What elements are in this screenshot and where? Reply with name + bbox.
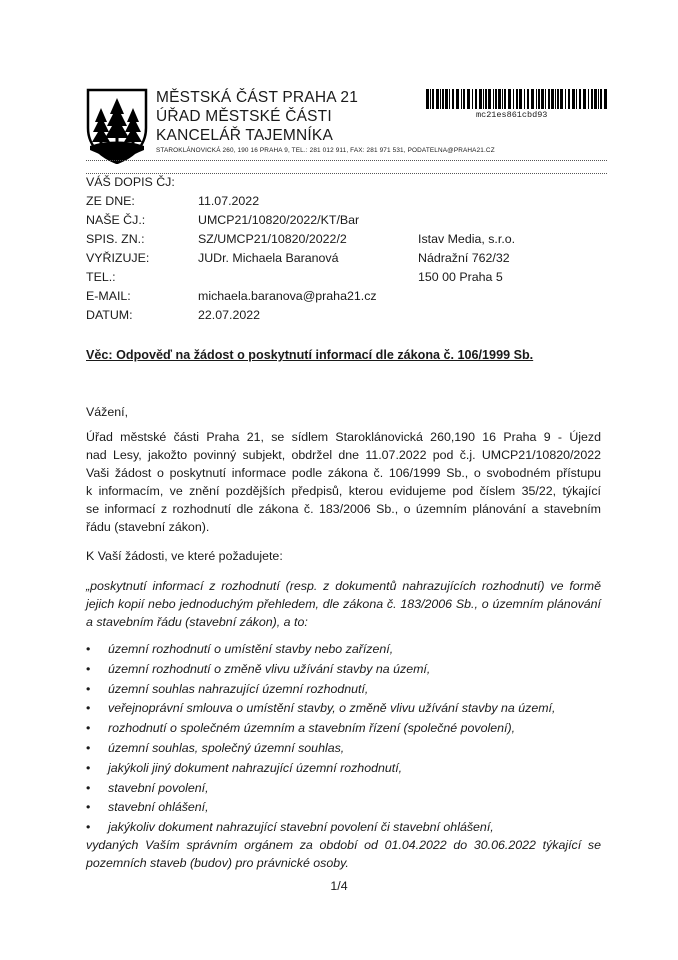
barcode-bar (579, 89, 581, 109)
barcode-bar (600, 89, 602, 109)
barcode-bar (557, 89, 559, 109)
reference-value: 11.07.2022 (198, 194, 260, 208)
bullet-icon: • (86, 760, 91, 775)
barcode-bar (485, 89, 487, 109)
list-item (86, 719, 555, 739)
barcode-bar (432, 89, 434, 109)
barcode-bar (572, 89, 575, 109)
barcode-bar (456, 89, 459, 109)
list-item (86, 660, 555, 680)
reference-label: E-MAIL: (86, 289, 131, 303)
barcode-bar (430, 89, 431, 109)
closing-line: pozemních staveb (budov) pro právnické osoby. (86, 856, 349, 870)
quote-line: a stavebním řádu (stavební zákon), a to: (86, 615, 308, 629)
request-intro: K Vaší žádosti, ve které požadujete: (86, 549, 283, 563)
paragraph-line: Úřad městské části Praha 21, se sídlem Staroklánovická 260,190 16 Praha 9 - Újezd (86, 430, 601, 444)
barcode-bar (513, 89, 514, 109)
reference-value: UMCP21/10820/2022/KT/Bar (198, 213, 360, 227)
reference-label: ZE DNE: (86, 194, 135, 208)
list-item (86, 739, 555, 759)
barcode-bar (588, 89, 589, 109)
paragraph-line: se informací z rozhodnutí dle zákona č. 183/2006 Sb., o územním plánování a stavebním (86, 502, 601, 516)
quote-line: jejich kopií nebo jednoduchým přehledem, dle zákona č. 183/2006 Sb., o územním plánování (86, 597, 601, 611)
paragraph-line: nad Lesy, jakožto povinný subjekt, obdržel dne 11.07.2022 pod č.j. UMCP21/10820/2022 (86, 448, 601, 462)
list-item-text: jakýkoli jiný dokument nahrazující územní rozhodnutí, (108, 760, 403, 775)
bullet-icon: • (86, 642, 91, 656)
barcode-bar (445, 89, 448, 109)
barcode-bar (524, 89, 525, 109)
barcode-bar (440, 89, 441, 109)
barcode-bar (527, 89, 529, 109)
barcode-bar (461, 89, 462, 109)
barcode-bar (531, 89, 534, 109)
barcode (426, 89, 609, 109)
office-address: STAROKLÁNOVICKÁ 260, 190 16 PRAHA 9, TEL.: 281 012 911, FAX: 281 971 531, PODATELNA@PRAHA21.CZ (156, 147, 495, 154)
recipient-line: 150 00 Praha 5 (418, 270, 503, 284)
bullet-icon: • (86, 721, 91, 736)
quote-line: „poskytnutí informací z rozhodnutí (resp. z dokumentů nahrazujících rozhodnutí) ve formě (86, 579, 601, 593)
paragraph-line: řádu (stavební zákon). (86, 520, 210, 534)
list-item (86, 818, 555, 838)
list-item-text: územní rozhodnutí o změně vlivu užívání stavby na území, (108, 661, 431, 676)
bullet-icon: • (86, 740, 91, 755)
barcode-bar (475, 89, 477, 109)
bullet-icon: • (86, 780, 91, 795)
barcode-bar (604, 89, 607, 109)
barcode-bar (467, 89, 470, 109)
list-item-text: veřejnoprávní smlouva o umístění stavby, o změně vlivu užívání stavby na území, (108, 701, 556, 716)
barcode-bar (565, 89, 566, 109)
request-closing (86, 836, 601, 872)
barcode-bar (519, 89, 522, 109)
list-item (86, 779, 555, 799)
barcode-bar (551, 89, 554, 109)
reference-value: JUDr. Michaela Baranová (198, 251, 339, 265)
list-item-text: územní souhlas nahrazující územní rozhodnutí, (108, 681, 369, 696)
page-number: 1/4 (330, 879, 348, 893)
barcode-bar (536, 89, 537, 109)
reference-label: VYŘIZUJE: (86, 251, 150, 265)
barcode-bar (598, 89, 599, 109)
bullet-icon: • (86, 701, 91, 716)
barcode-bar (504, 89, 506, 109)
barcode-bar (555, 89, 556, 109)
letter-subject: Věc: Odpověď na žádost o poskytnutí informací dle zákona č. 106/1999 Sb. (86, 348, 534, 362)
paragraph-intro (86, 428, 601, 536)
list-item-text: jakýkoliv dokument nahrazující stavební povolení či stavební ohlášení, (108, 820, 494, 835)
paragraph-line: k informacím, ve znění pozdějších předpisů, kterou evidujeme pod číslem 35/22, týkající (86, 484, 601, 498)
reference-label: TEL.: (86, 270, 116, 284)
barcode-bar (472, 89, 473, 109)
bullet-icon: • (86, 661, 91, 676)
barcode-bar (516, 89, 518, 109)
list-item (86, 680, 555, 700)
list-item-text: územní souhlas, společný územní souhlas, (108, 740, 345, 755)
barcode-bar (545, 89, 546, 109)
greeting: Vážení, (86, 405, 129, 419)
reference-value: SZ/UMCP21/10820/2022/2 (198, 232, 347, 246)
barcode-bar (488, 89, 491, 109)
barcode-bar (495, 89, 497, 109)
reference-label: SPIS. ZN.: (86, 232, 145, 246)
office-line-1: MĚSTSKÁ ČÁST PRAHA 21 (156, 89, 359, 106)
coat-of-arms-logo (86, 88, 148, 164)
barcode-bar (576, 89, 577, 109)
barcode-bar (502, 89, 503, 109)
barcode-bar (498, 89, 501, 109)
barcode-bar (479, 89, 482, 109)
barcode-bar (463, 89, 465, 109)
list-item-text: stavební ohlášení, (108, 800, 209, 815)
barcode-bar (449, 89, 450, 109)
recipient-address (418, 230, 515, 287)
office-name (156, 88, 358, 145)
reference-value: 22.07.2022 (198, 308, 261, 322)
office-line-3: KANCELÁŘ TAJEMNÍKA (156, 127, 334, 144)
bullet-icon: • (86, 820, 91, 835)
barcode-text: mc21es861cbd93 (476, 110, 548, 120)
reference-label: VÁŠ DOPIS ČJ: (86, 175, 175, 189)
list-item (86, 798, 555, 818)
barcode-bar (452, 89, 454, 109)
barcode-bar (508, 89, 511, 109)
list-item (86, 699, 555, 719)
list-item-text: stavební povolení, (108, 780, 209, 795)
barcode-bar (591, 89, 593, 109)
request-quote (86, 577, 601, 631)
bullet-icon: • (86, 681, 91, 696)
barcode-bar (594, 89, 597, 109)
barcode-bar (442, 89, 444, 109)
bullet-icon: • (86, 800, 91, 815)
barcode-bar (541, 89, 544, 109)
list-item (86, 640, 555, 660)
recipient-line: Istav Media, s.r.o. (418, 232, 516, 246)
barcode-bar (583, 89, 586, 109)
header-divider (86, 160, 607, 161)
barcode-bar (568, 89, 570, 109)
barcode-bar (548, 89, 550, 109)
reference-label: NAŠE ČJ.: (86, 213, 146, 227)
barcode-bar (538, 89, 540, 109)
recipient-line: Nádražní 762/32 (418, 251, 510, 265)
request-items-list (86, 640, 555, 838)
office-line-2: ÚŘAD MĚSTSKÉ ČÁSTI (156, 108, 332, 125)
reference-value: michaela.baranova@praha21.cz (198, 289, 377, 303)
list-item (86, 759, 555, 779)
barcode-bar (560, 89, 563, 109)
paragraph-line: Vaši žádost o poskytnutí informace podle zákona č. 106/1999 Sb., o svobodném přístupu (86, 466, 601, 480)
list-item-text: rozhodnutí o společném územním a stavebním řízení (společné povolení), (108, 721, 516, 736)
barcode-bar (493, 89, 494, 109)
reference-label: DATUM: (86, 308, 133, 322)
barcode-bar (436, 89, 439, 109)
list-item-text: územní rozhodnutí o umístění stavby nebo zařízení, (108, 642, 394, 656)
barcode-bar (426, 89, 429, 109)
barcode-bar (483, 89, 484, 109)
closing-line: vydaných Vaším správním orgánem za období od 01.04.2022 do 30.06.2022 týkající se (86, 838, 601, 852)
